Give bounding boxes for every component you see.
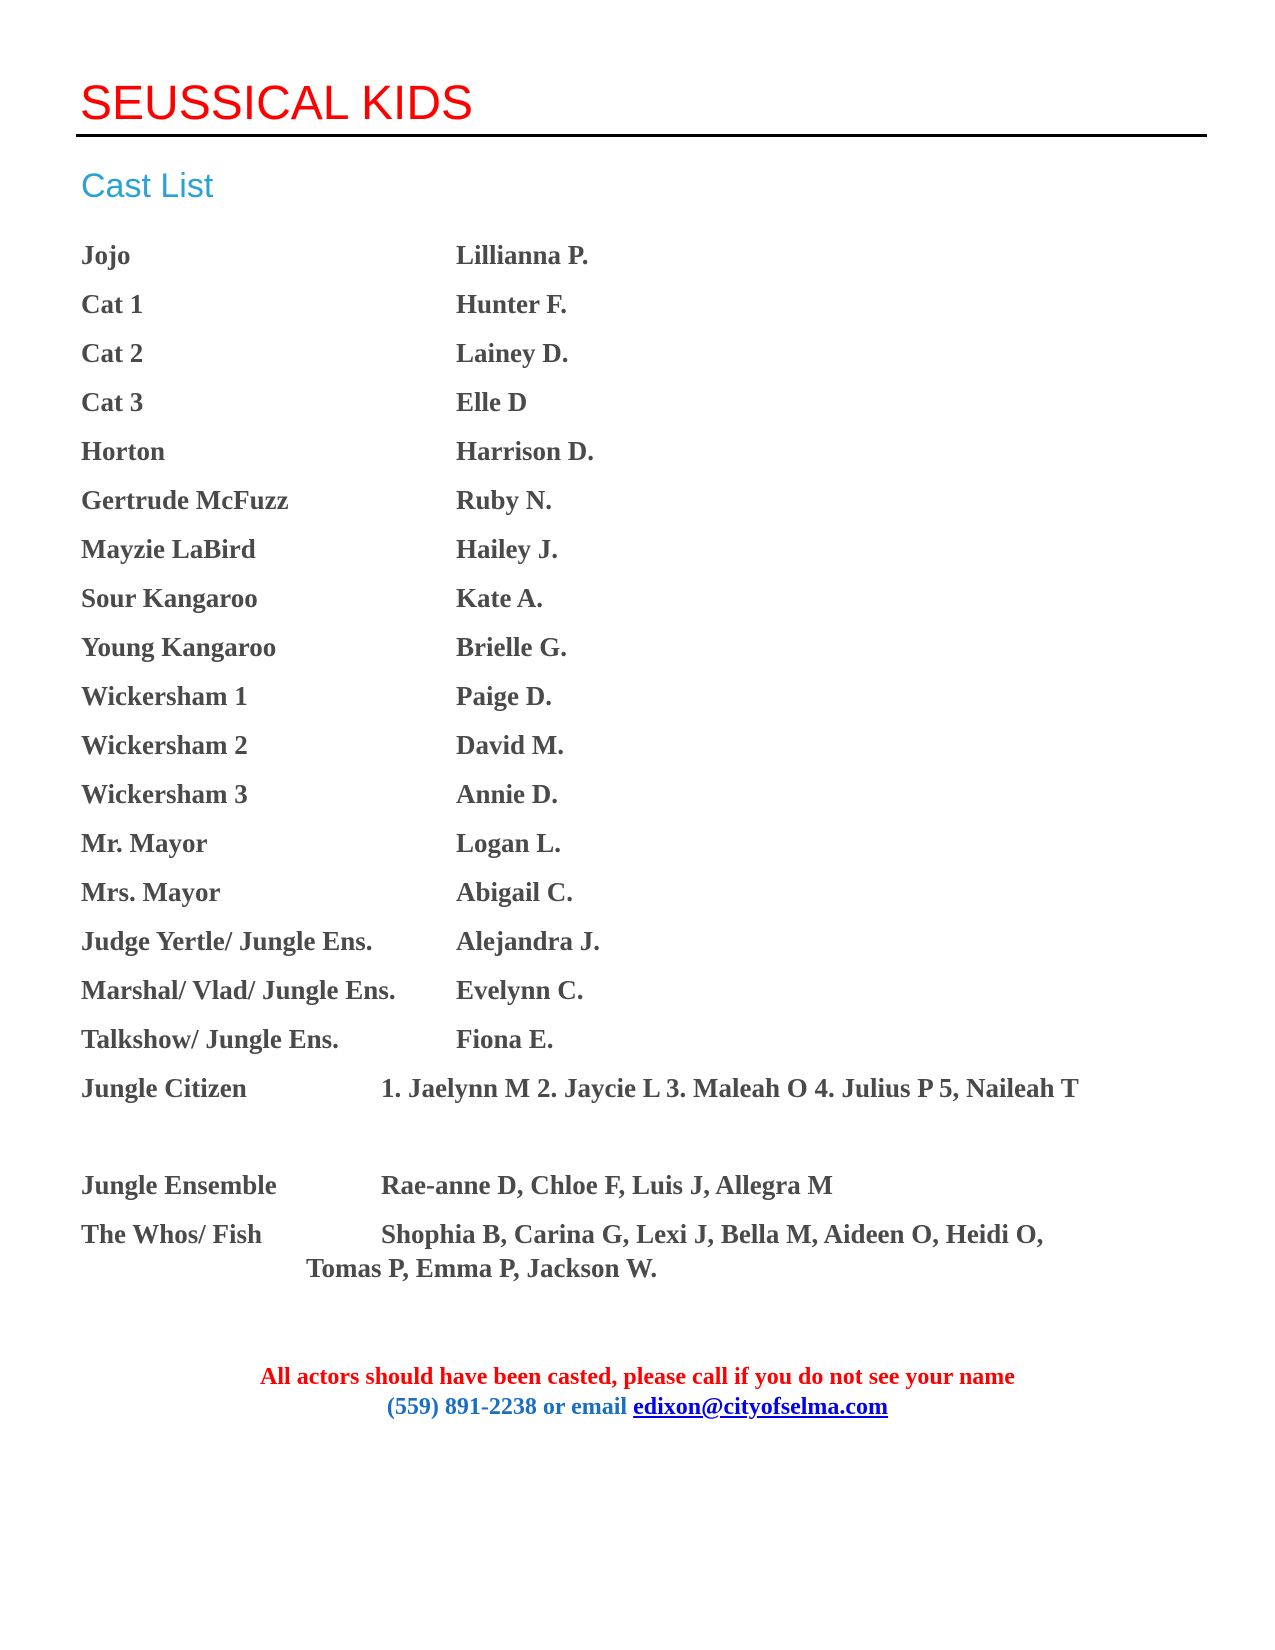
contact-line bbox=[0, 1392, 1275, 1422]
actor-name: Lainey D. bbox=[456, 338, 569, 368]
cast-row bbox=[0, 875, 1275, 909]
role-name: Wickersham 3 bbox=[81, 779, 248, 809]
actor-name: Harrison D. bbox=[456, 436, 594, 466]
cast-row bbox=[0, 434, 1275, 468]
phone-text: (559) 891-2238 or email bbox=[386, 1394, 634, 1420]
cast-row bbox=[0, 1022, 1275, 1056]
role-name: Gertrude McFuzz bbox=[81, 485, 289, 515]
document-title: SEUSSICAL KIDS bbox=[80, 77, 474, 130]
casting-notice: All actors should have been casted, please call if you do not see your name bbox=[260, 1364, 1015, 1390]
group-members: Rae-anne D, Chloe F, Luis J, Allegra M bbox=[381, 1170, 833, 1200]
actor-name: Brielle G. bbox=[456, 632, 567, 662]
role-name: Mrs. Mayor bbox=[81, 877, 221, 907]
group-members: Shophia B, Carina G, Lexi J, Bella M, Aideen O, Heidi O, bbox=[381, 1219, 1044, 1249]
title-divider bbox=[76, 134, 1207, 137]
role-name: Cat 3 bbox=[81, 387, 144, 417]
group-members-continued: Tomas P, Emma P, Jackson W. bbox=[306, 1253, 658, 1283]
role-name: Wickersham 2 bbox=[81, 730, 248, 760]
email-link[interactable]: edixon@cityofselma.com bbox=[633, 1394, 889, 1420]
cast-row bbox=[0, 728, 1275, 762]
cast-row bbox=[0, 924, 1275, 958]
cast-row bbox=[0, 630, 1275, 664]
role-name: Judge Yertle/ Jungle Ens. bbox=[81, 926, 373, 956]
role-name: Sour Kangaroo bbox=[81, 583, 258, 613]
actor-name: Fiona E. bbox=[456, 1024, 554, 1054]
role-name: Wickersham 1 bbox=[81, 681, 248, 711]
actor-name: Elle D bbox=[456, 387, 528, 417]
cast-row bbox=[0, 532, 1275, 566]
role-name: Talkshow/ Jungle Ens. bbox=[81, 1024, 339, 1054]
role-name: Horton bbox=[81, 436, 165, 466]
role-name: Mayzie LaBird bbox=[81, 534, 256, 564]
actor-name: Kate A. bbox=[456, 583, 543, 613]
actor-name: Annie D. bbox=[456, 779, 559, 809]
cast-row bbox=[0, 973, 1275, 1007]
actor-name: Alejandra J. bbox=[456, 926, 600, 956]
actor-name: Hailey J. bbox=[456, 534, 558, 564]
actor-name: Lillianna P. bbox=[456, 240, 589, 270]
cast-row bbox=[0, 385, 1275, 419]
cast-row bbox=[0, 287, 1275, 321]
group-role-name: The Whos/ Fish bbox=[81, 1219, 263, 1249]
section-heading: Cast List bbox=[81, 167, 214, 205]
actor-name: Abigail C. bbox=[456, 877, 574, 907]
actor-name: Evelynn C. bbox=[456, 975, 584, 1005]
group-row-jungle-citizen bbox=[0, 1071, 1275, 1105]
group-row-whos-fish bbox=[0, 1217, 1275, 1283]
group-role-name: Jungle Ensemble bbox=[81, 1170, 277, 1200]
role-name: Cat 1 bbox=[81, 289, 144, 319]
cast-row bbox=[0, 826, 1275, 860]
role-name: Marshal/ Vlad/ Jungle Ens. bbox=[81, 975, 396, 1005]
cast-row bbox=[0, 336, 1275, 370]
cast-row bbox=[0, 777, 1275, 811]
role-name: Cat 2 bbox=[81, 338, 144, 368]
role-name: Young Kangaroo bbox=[81, 632, 277, 662]
cast-row bbox=[0, 679, 1275, 713]
cast-row bbox=[0, 483, 1275, 517]
group-row-jungle-ensemble bbox=[0, 1168, 1275, 1202]
actor-name: David M. bbox=[456, 730, 564, 760]
actor-name: Logan L. bbox=[456, 828, 562, 858]
cast-row bbox=[0, 581, 1275, 615]
group-members: 1. Jaelynn M 2. Jaycie L 3. Maleah O 4. Julius P 5, Naileah T bbox=[381, 1073, 1079, 1103]
role-name: Jojo bbox=[81, 240, 131, 270]
actor-name: Ruby N. bbox=[456, 485, 553, 515]
actor-name: Hunter F. bbox=[456, 289, 568, 319]
group-role-name: Jungle Citizen bbox=[81, 1073, 247, 1103]
cast-row bbox=[0, 238, 1275, 272]
actor-name: Paige D. bbox=[456, 681, 552, 711]
role-name: Mr. Mayor bbox=[81, 828, 208, 858]
